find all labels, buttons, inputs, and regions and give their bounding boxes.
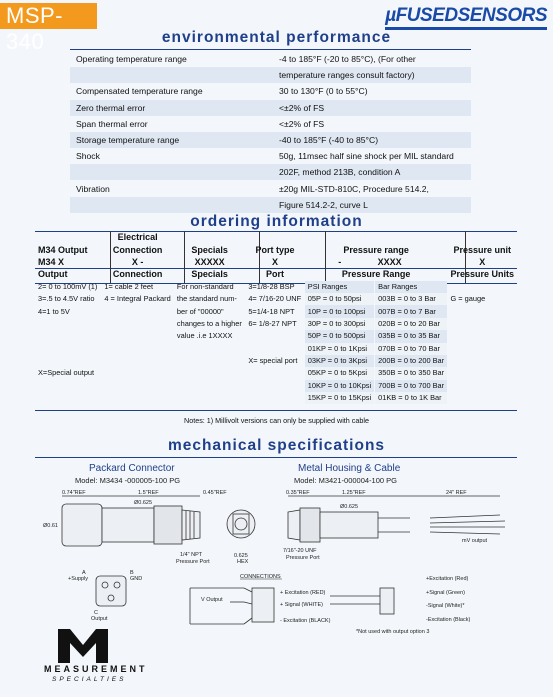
- table-cell: 30P = 0 to 300psi: [305, 318, 375, 330]
- table-cell: [35, 355, 101, 367]
- table-cell: [447, 343, 517, 355]
- env-row-value: <±2% of FS: [279, 118, 325, 129]
- table-cell: 3=.5 to 4.5V ratio: [38, 294, 95, 304]
- table-row: [35, 293, 517, 305]
- table-cell: [447, 281, 517, 293]
- table-cell: [245, 330, 304, 342]
- ordering-header-row: [35, 243, 517, 255]
- subhead-specials: Specials: [191, 269, 228, 280]
- table-cell: G = gauge: [450, 294, 486, 304]
- ordering-note: Notes: 1) Millivolt versions can only be supplied with cable: [184, 416, 369, 425]
- table-cell: 020B = 0 to 20 Bar: [375, 318, 448, 330]
- code-output: M34 X: [38, 256, 65, 267]
- table-cell: [101, 355, 174, 367]
- table-row: [35, 318, 517, 330]
- table-cell: 05KP = 0 to 5Kpsi: [305, 367, 375, 379]
- env-row-value: 50g, 11msec half sine shock per MIL standard: [279, 151, 454, 162]
- conn-right-4: -Excitation (Black): [426, 617, 471, 623]
- pin-gnd: GND: [130, 576, 143, 582]
- table-cell: [245, 392, 304, 404]
- env-row-value: Figure 514.2-2, curve L: [279, 199, 368, 210]
- table-cell: 4=1 to 5V: [38, 306, 70, 316]
- table-cell: [101, 318, 174, 330]
- ordering-header-row: [35, 231, 517, 243]
- table-cell: [245, 343, 304, 355]
- header-pressure-unit: Pressure unit: [453, 244, 511, 255]
- table-cell: 50P = 0 to 500psi: [305, 330, 375, 342]
- env-row-label: Operating temperature range: [76, 54, 187, 64]
- table-row: [35, 343, 517, 355]
- table-cell: [447, 305, 517, 317]
- pin-b: B: [130, 570, 134, 576]
- table-cell: 4 = Integral Packard: [104, 294, 171, 304]
- model-badge: MSP-340: [0, 3, 97, 29]
- table-cell: 10P = 0 to 100psi: [305, 305, 375, 317]
- table-cell: X=Special output: [38, 368, 95, 378]
- header-port-type: Port type: [255, 244, 295, 255]
- ordering-table: [35, 231, 517, 404]
- env-row: [70, 132, 471, 148]
- table-cell: X= special port: [248, 356, 298, 366]
- env-row-value: 202F, method 213B, condition A: [279, 167, 401, 178]
- table-cell: 200B = 0 to 200 Bar: [375, 355, 448, 367]
- subhead-output: Output: [38, 269, 68, 280]
- dim-left-i: HEX: [237, 559, 249, 565]
- dim-right-e: 7/16"-20 UNF: [283, 548, 317, 554]
- header-output: M34 Output: [38, 244, 88, 255]
- dim-left-d: Ø0.61: [43, 523, 58, 529]
- pin-a: A: [82, 570, 86, 576]
- env-row-value: temperature ranges consult factory): [279, 70, 415, 81]
- table-row: [35, 330, 517, 342]
- table-cell: 01KP = 0 to 1Kpsi: [305, 343, 375, 355]
- ordering-header-row: [35, 256, 517, 268]
- housing-model: Model: M3421-000004-100 PG: [294, 476, 397, 485]
- table-cell: [447, 318, 517, 330]
- ordering-title: ordering information: [190, 213, 363, 230]
- table-cell: For non-standard: [176, 281, 234, 291]
- table-cell: changes to a higher: [176, 318, 242, 328]
- table-row: [35, 380, 517, 392]
- env-row: [70, 148, 471, 164]
- table-cell: value .i.e 1XXXX: [176, 331, 233, 341]
- table-cell: 700B = 0 to 700 Bar: [375, 380, 448, 392]
- table-cell: 6= 1/8-27 NPT: [248, 318, 297, 328]
- packard-model: Model: M3434 -000005-100 PG: [75, 476, 181, 485]
- table-cell: 3=1/8-28 BSP: [248, 281, 295, 291]
- table-cell: [174, 392, 245, 404]
- conn-left-2: + Signal (WHITE): [280, 602, 323, 608]
- env-title: environmental performance: [161, 29, 392, 46]
- dim-left-b: 1.5"REF: [138, 490, 159, 496]
- table-cell: [101, 330, 174, 342]
- table-row: [35, 281, 517, 293]
- conn-right-1: +Excitation (Red): [426, 576, 469, 582]
- header-pressure-range: Pressure range: [343, 244, 409, 255]
- table-cell: 2= 0 to 100mV (1): [38, 281, 98, 291]
- table-cell: [35, 380, 101, 392]
- logo-line2: SPECIALTIES: [52, 676, 127, 683]
- code-unit: X: [479, 256, 486, 267]
- env-row-value: -4 to 185°F (-20 to 85°C), (For other: [279, 54, 416, 64]
- table-cell: the standard num-: [176, 294, 237, 304]
- code-range: XXXX: [377, 256, 402, 267]
- env-row-label: Storage temperature range: [76, 135, 180, 145]
- dim-right-f: Pressure Port: [286, 555, 320, 561]
- table-cell: [447, 367, 517, 379]
- conn-left-3: - Excitation (BLACK): [280, 618, 331, 624]
- table-cell: [174, 343, 245, 355]
- env-row-label: Zero thermal error: [76, 102, 146, 113]
- table-cell: 035B = 0 to 35 Bar: [375, 330, 448, 342]
- pin-diagram: [96, 576, 126, 606]
- subhead-pressure-range: Pressure Range: [341, 269, 411, 280]
- env-row-value: <±2% of FS: [279, 102, 325, 113]
- env-row-value: -40 to 185°F (-40 to 85°C): [279, 135, 379, 145]
- pin-supply: +Supply: [68, 576, 89, 582]
- env-row: [70, 116, 471, 132]
- table-row: [35, 355, 517, 367]
- header-connection: Connection: [112, 244, 163, 255]
- table-cell: [174, 380, 245, 392]
- mechanical-drawings: [0, 484, 553, 634]
- env-row: [70, 83, 471, 99]
- table-row: [35, 367, 517, 379]
- dim-right-b: 1.25"REF: [342, 490, 366, 496]
- conn-footnote: *Not used with output option 3: [356, 629, 430, 634]
- dim-right-c: 24" REF: [446, 490, 467, 496]
- env-row-label: Vibration: [76, 183, 110, 194]
- table-cell: [101, 367, 174, 379]
- table-cell: 003B = 0 to 3 Bar: [375, 293, 448, 305]
- table-cell: PSI Ranges: [305, 281, 375, 293]
- subhead-pressure-units: Pressure Units: [450, 269, 514, 280]
- conn-right-2: +Signal (Green): [426, 590, 465, 596]
- mech-title: mechanical specifications: [167, 437, 386, 454]
- env-row-label: Span thermal error: [76, 118, 148, 129]
- pin-c: C: [94, 610, 98, 616]
- housing-title: Metal Housing & Cable: [298, 463, 401, 474]
- table-cell: [447, 380, 517, 392]
- table-cell: 03KP = 0 to 3Kpsi: [305, 355, 375, 367]
- packard-title: Packard Connector: [89, 463, 175, 474]
- table-row: [35, 392, 517, 404]
- packard-drawing: [62, 496, 255, 546]
- pin-output: Output: [91, 616, 108, 622]
- dim-right-d: Ø0.625: [340, 504, 359, 510]
- dim-left-f: 1/4" NPT: [180, 552, 203, 558]
- table-cell: 070B = 0 to 70 Bar: [375, 343, 448, 355]
- dim-left-a: 0.74"REF: [62, 490, 86, 496]
- table-cell: 4= 7/16-20 UNF: [248, 294, 302, 304]
- code-connection: X -: [131, 256, 144, 267]
- env-row: [70, 197, 471, 213]
- dim-right-g: mV output: [462, 538, 488, 544]
- table-cell: 1= cable 2 feet: [104, 281, 154, 291]
- dim-left-c: 0.45"REF: [203, 490, 227, 496]
- env-row: [70, 67, 471, 83]
- ordering-subhead-row: [35, 268, 517, 280]
- table-cell: [101, 380, 174, 392]
- table-cell: 01KB = 0 to 1K Bar: [375, 392, 448, 404]
- conn-left-1: + Excitation (RED): [280, 590, 326, 596]
- env-row-label: Shock: [76, 151, 100, 162]
- dim-left-g: Pressure Port: [176, 559, 210, 565]
- company-logo-icon: [48, 625, 118, 665]
- table-cell: [35, 392, 101, 404]
- table-cell: [101, 305, 174, 317]
- conn-right-3: -Signal (White)*: [426, 603, 465, 609]
- table-cell: 007B = 0 to 7 Bar: [375, 305, 448, 317]
- code-specials: XXXXX: [194, 256, 225, 267]
- table-cell: 350B = 0 to 350 Bar: [375, 367, 448, 379]
- table-cell: [174, 367, 245, 379]
- table-cell: [35, 318, 101, 330]
- table-cell: [447, 392, 517, 404]
- table-cell: [447, 330, 517, 342]
- dim-left-e: Ø0.625: [134, 500, 153, 506]
- env-row: [70, 164, 471, 180]
- table-cell: [245, 380, 304, 392]
- env-row-value: ±20g MIL-STD-810C, Procedure 514.2,: [279, 183, 429, 194]
- table-cell: ber of "00000": [176, 306, 224, 316]
- brand-logo: [385, 5, 547, 27]
- housing-drawing: [288, 496, 505, 542]
- table-cell: 05P = 0 to 50psi: [305, 293, 375, 305]
- table-cell: Bar Ranges: [375, 281, 448, 293]
- table-cell: [35, 330, 101, 342]
- header-electrical: Electrical: [117, 232, 158, 243]
- brand-name: µFUSEDSENSORS: [385, 5, 547, 26]
- code-dash: -: [338, 256, 342, 267]
- dim-left-h: 0.625: [234, 553, 248, 559]
- code-port: X: [272, 256, 279, 267]
- env-row: [70, 100, 471, 116]
- header-specials: Specials: [191, 244, 228, 255]
- table-cell: [447, 355, 517, 367]
- table-cell: [35, 343, 101, 355]
- subhead-connection: Connection: [112, 269, 163, 280]
- connections-title: CONNECTIONS: [240, 574, 281, 580]
- table-cell: [101, 392, 174, 404]
- dim-right-a: 0.35"REF: [286, 490, 310, 496]
- subhead-port: Port: [266, 269, 285, 280]
- table-cell: 10KP = 0 to 10Kpsi: [305, 380, 375, 392]
- env-row-value: 30 to 130°F (0 to 55°C): [279, 86, 368, 97]
- env-row-label: Compensated temperature range: [76, 86, 203, 97]
- env-row: [70, 51, 471, 67]
- table-cell: 15KP = 0 to 15Kpsi: [305, 392, 375, 404]
- table-cell: 5=1/4-18 NPT: [248, 306, 295, 316]
- logo-line1: MEASUREMENT: [44, 664, 148, 674]
- table-row: [35, 305, 517, 317]
- env-row: [70, 181, 471, 197]
- table-cell: [174, 355, 245, 367]
- v-output-label: V Output: [201, 597, 223, 603]
- table-cell: [101, 343, 174, 355]
- table-cell: [245, 367, 304, 379]
